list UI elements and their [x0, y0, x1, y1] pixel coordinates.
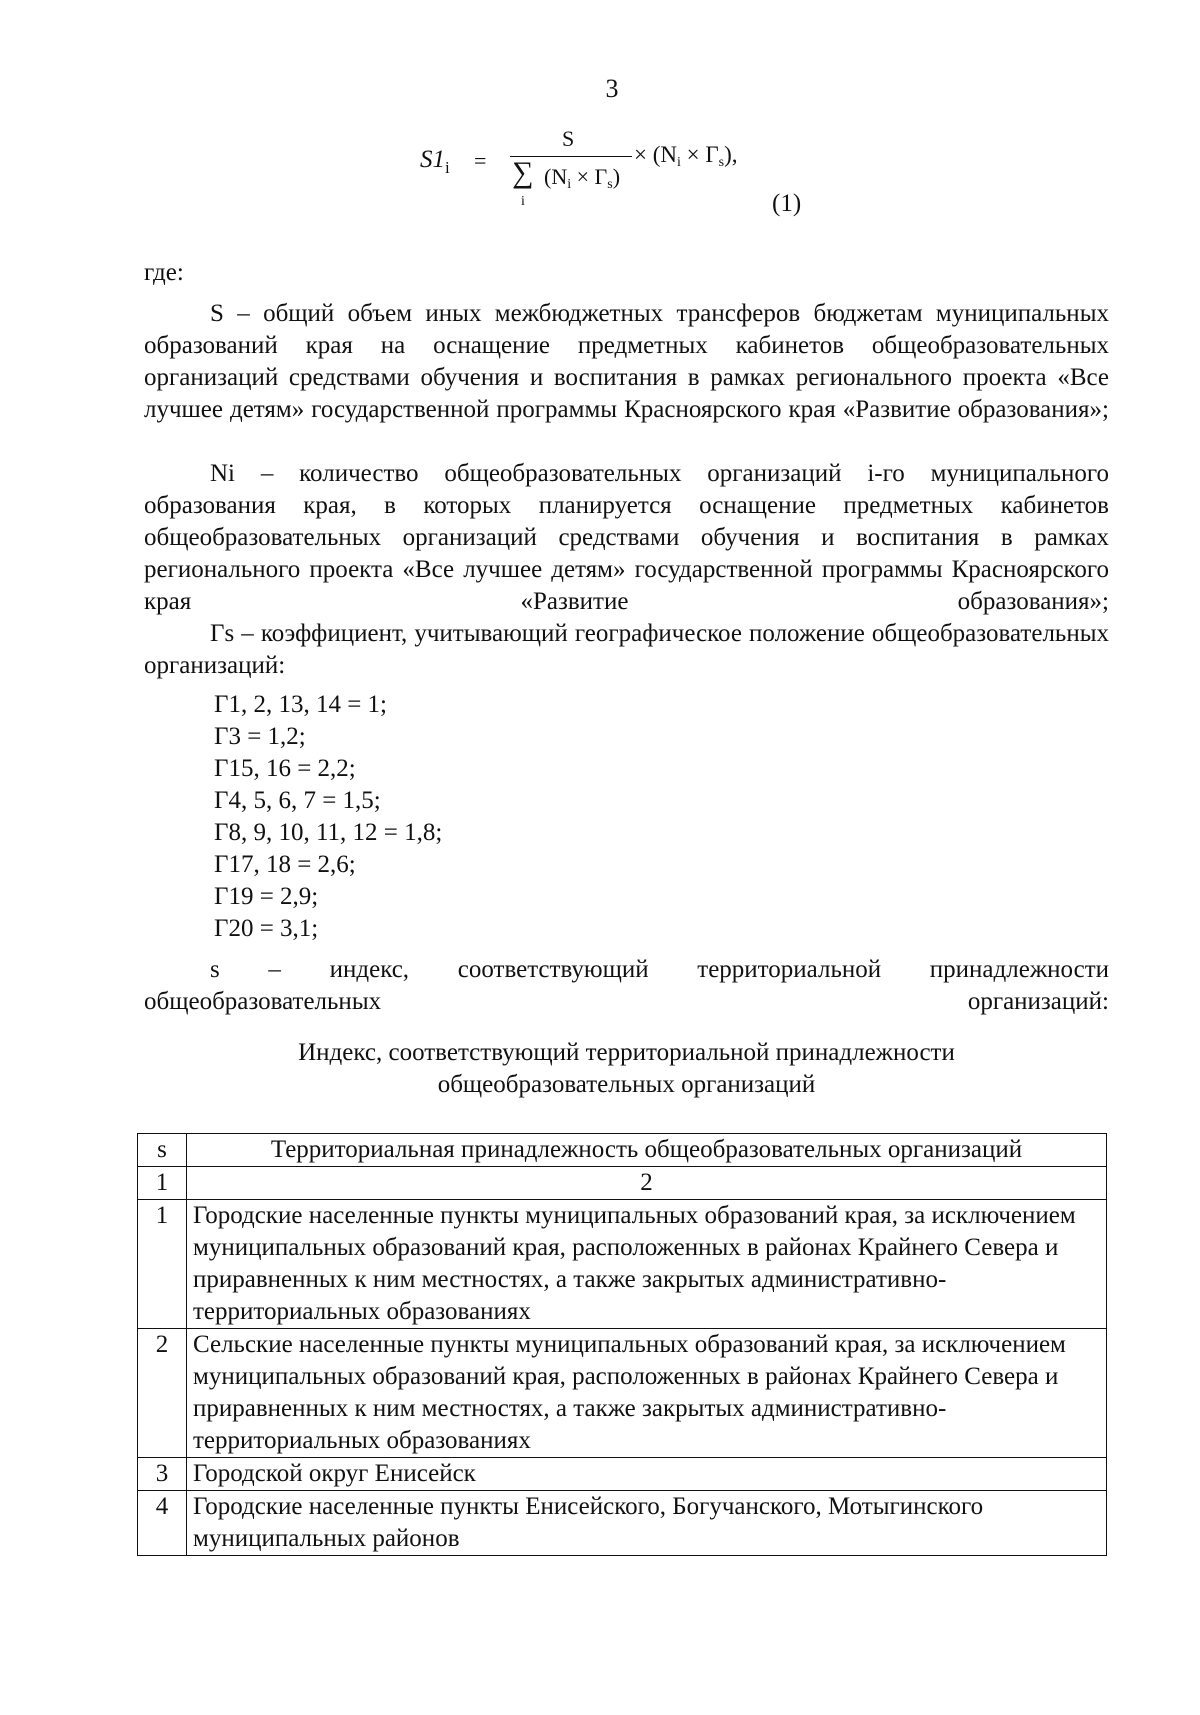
territorial-index-table	[137, 1133, 1107, 1556]
formula-tail-open: × (N	[634, 142, 677, 167]
formula-numerator: S	[562, 126, 575, 151]
table-row	[138, 1458, 1107, 1491]
table-cell-territory: Сельские населенные пункты муниципальных образований края, за исключением муниципальных образований края, расположенных в районах Крайнего Севера и приравненных к ним местностях, а также закрытых административно-территориальных образованиях	[187, 1329, 1107, 1458]
formula-tail	[634, 142, 738, 168]
definition-ni: Ni – количество общеобразовательных организаций i-го муниципального образования края, в которых планируется оснащение предметных кабинетов общеобразовательных организаций средствами обучения и воспитания в рамках регионального проекта «Все лучшее детям» государственной программы Красноярского края «Развитие образования»;	[144, 460, 1109, 615]
coefficient-line: Г8, 9, 10, 11, 12 = 1,8;	[214, 819, 443, 846]
table-column-number: 2	[187, 1167, 1107, 1200]
definition-s-total: S – общий объем иных межбюджетных трансферов бюджетам муниципальных образований края на оснащение предметных кабинетов общеобразовательных организаций средствами обучения и воспитания в рамках регионального проекта «Все лучшее детям» государственной программы Красноярского края «Развитие образования»;	[144, 300, 1109, 423]
coefficient-line: Г4, 5, 6, 7 = 1,5;	[214, 787, 381, 814]
table-numbering-row	[138, 1167, 1107, 1200]
formula-lhs	[420, 146, 450, 177]
formula-lhs-symbol: S1	[420, 146, 445, 173]
table-header-territory: Территориальная принадлежность общеобразовательных организаций	[187, 1134, 1107, 1167]
definition-s-index: s – индекс, соответствующий территориальной принадлежности общеобразовательных организаций:	[144, 956, 1109, 1015]
table-cell-s: 2	[138, 1329, 187, 1458]
formula-tail-mid: × Г	[680, 142, 719, 167]
coefficient-line: Г17, 18 = 2,6;	[214, 851, 356, 878]
table-row	[138, 1329, 1107, 1458]
formula-denominator	[544, 164, 620, 190]
table-column-number: 1	[138, 1167, 187, 1200]
formula-den-open: (N	[544, 164, 568, 189]
formula-number-label: (1)	[772, 190, 802, 217]
table-cell-s: 1	[138, 1200, 187, 1329]
table-header-row	[138, 1134, 1107, 1167]
table-title-line-2: общеобразовательных организаций	[437, 1071, 816, 1098]
formula-sum-index: i	[521, 194, 525, 209]
coefficient-line: Г15, 16 = 2,2;	[214, 755, 356, 782]
table-cell-s: 3	[138, 1458, 187, 1491]
page-number: 3	[605, 74, 619, 103]
coefficient-line: Г20 = 3,1;	[214, 915, 319, 942]
table-cell-territory: Городской округ Енисейск	[187, 1458, 1107, 1491]
table-cell-territory: Городские населенные пункты муниципальных образований края, за исключением муниципальных образований края, расположенных в районах Крайнего Севера и приравненных к ним местностях, а также закрытых административно-территориальных образованиях	[187, 1200, 1107, 1329]
coefficient-line: Г19 = 2,9;	[214, 883, 319, 910]
coefficient-line: Г3 = 1,2;	[214, 723, 306, 750]
formula-lhs-subscript: i	[445, 158, 450, 177]
coefficient-line: Г1, 2, 13, 14 = 1;	[214, 691, 387, 718]
table-row	[138, 1200, 1107, 1329]
formula-tail-sub-i: i	[677, 155, 681, 170]
formula-den-close: )	[612, 164, 621, 189]
table-header-s: s	[138, 1134, 187, 1167]
table-row	[138, 1491, 1107, 1556]
formula-den-mid: × Г	[571, 164, 608, 189]
definition-gs: Гs – коэффициент, учитывающий географическое положение общеобразовательных организаций:	[144, 620, 1109, 679]
table-title-line-1: Индекс, соответствующий территориальной принадлежности	[298, 1039, 955, 1066]
table-cell-s: 4	[138, 1491, 187, 1556]
formula-tail-sub-s: s	[718, 155, 725, 170]
table-cell-territory: Городские населенные пункты Енисейского, Богучанского, Мотыгинского муниципальных районов	[187, 1491, 1107, 1556]
where-label: где:	[144, 259, 184, 286]
formula-den-sub-s: s	[607, 177, 613, 192]
formula-den-sub-i: i	[567, 177, 572, 192]
sigma-icon: ∑	[512, 156, 534, 189]
formula-tail-close: ),	[724, 142, 738, 167]
formula-equals: =	[474, 148, 487, 173]
formula-1	[420, 118, 820, 238]
